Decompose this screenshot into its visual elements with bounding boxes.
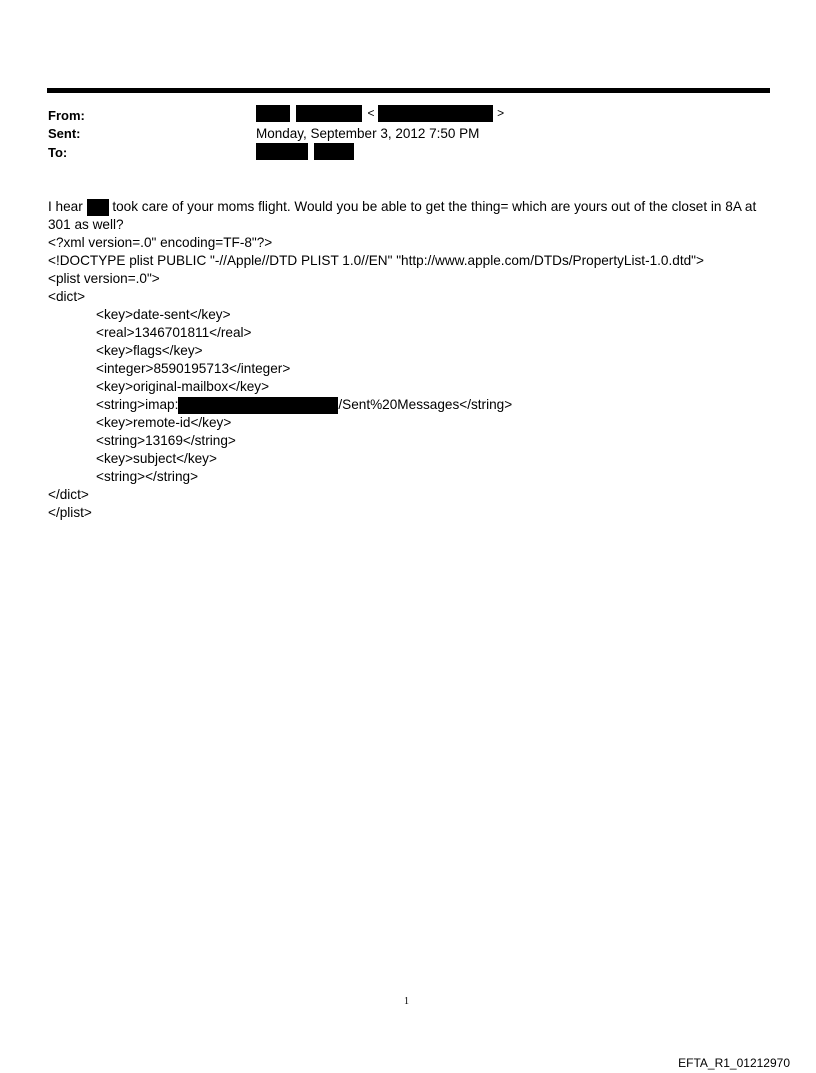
plist-text: /Sent%20Messages</string> xyxy=(338,397,513,412)
header-rule xyxy=(47,88,770,93)
plist-entry: <real>1346701811</real> xyxy=(96,325,252,340)
redaction-block xyxy=(178,397,338,414)
email-lt: < xyxy=(367,106,375,121)
plist-entry: <integer>8590195713</integer> xyxy=(96,361,291,376)
redaction-block xyxy=(87,199,109,216)
doctype-line: <!DOCTYPE plist PUBLIC "-//Apple//DTD PLIST 1.0//EN" "http://www.apple.com/DTDs/PropertyList-1.0.dtd"> xyxy=(48,253,704,268)
plist-text: <string>imap: xyxy=(96,397,179,412)
body-text: took care of your moms flight. Would you be able to get the thing= which are yours out of the closet in 8A at xyxy=(108,199,757,214)
redaction-block xyxy=(314,143,354,160)
dict-close: </dict> xyxy=(48,487,89,502)
plist-entry: <key>remote-id</key> xyxy=(96,415,232,430)
page-number: 1 xyxy=(404,996,409,1007)
sent-label: Sent: xyxy=(48,126,81,141)
redaction-block xyxy=(296,105,362,122)
to-value xyxy=(256,143,354,163)
from-label: From: xyxy=(48,108,85,123)
plist-entry: <key>original-mailbox</key> xyxy=(96,379,270,394)
redaction-block xyxy=(256,143,308,160)
plist-close: </plist> xyxy=(48,505,92,520)
plist-entry: <key>subject</key> xyxy=(96,451,217,466)
body-text: I hear xyxy=(48,199,87,214)
redaction-block xyxy=(378,105,493,122)
dict-open: <dict> xyxy=(48,289,86,304)
sent-value: Monday, September 3, 2012 7:50 PM xyxy=(256,126,480,141)
plist-entry: <string>13169</string> xyxy=(96,433,236,448)
plist-open: <plist version=.0"> xyxy=(48,271,160,286)
from-value xyxy=(256,105,504,125)
plist-entry: <key>date-sent</key> xyxy=(96,307,231,322)
plist-entry: <string></string> xyxy=(96,469,199,484)
bates-number: EFTA_R1_01212970 xyxy=(678,1056,790,1070)
body-line: 301 as well? xyxy=(48,217,124,232)
plist-entry xyxy=(48,396,770,414)
message-body xyxy=(48,198,770,522)
email-gt: > xyxy=(497,106,505,121)
plist-entry: <key>flags</key> xyxy=(96,343,203,358)
xml-declaration: <?xml version=.0" encoding=TF-8"?> xyxy=(48,235,273,250)
redaction-block xyxy=(256,105,290,122)
body-line xyxy=(48,198,770,216)
to-label: To: xyxy=(48,145,68,160)
